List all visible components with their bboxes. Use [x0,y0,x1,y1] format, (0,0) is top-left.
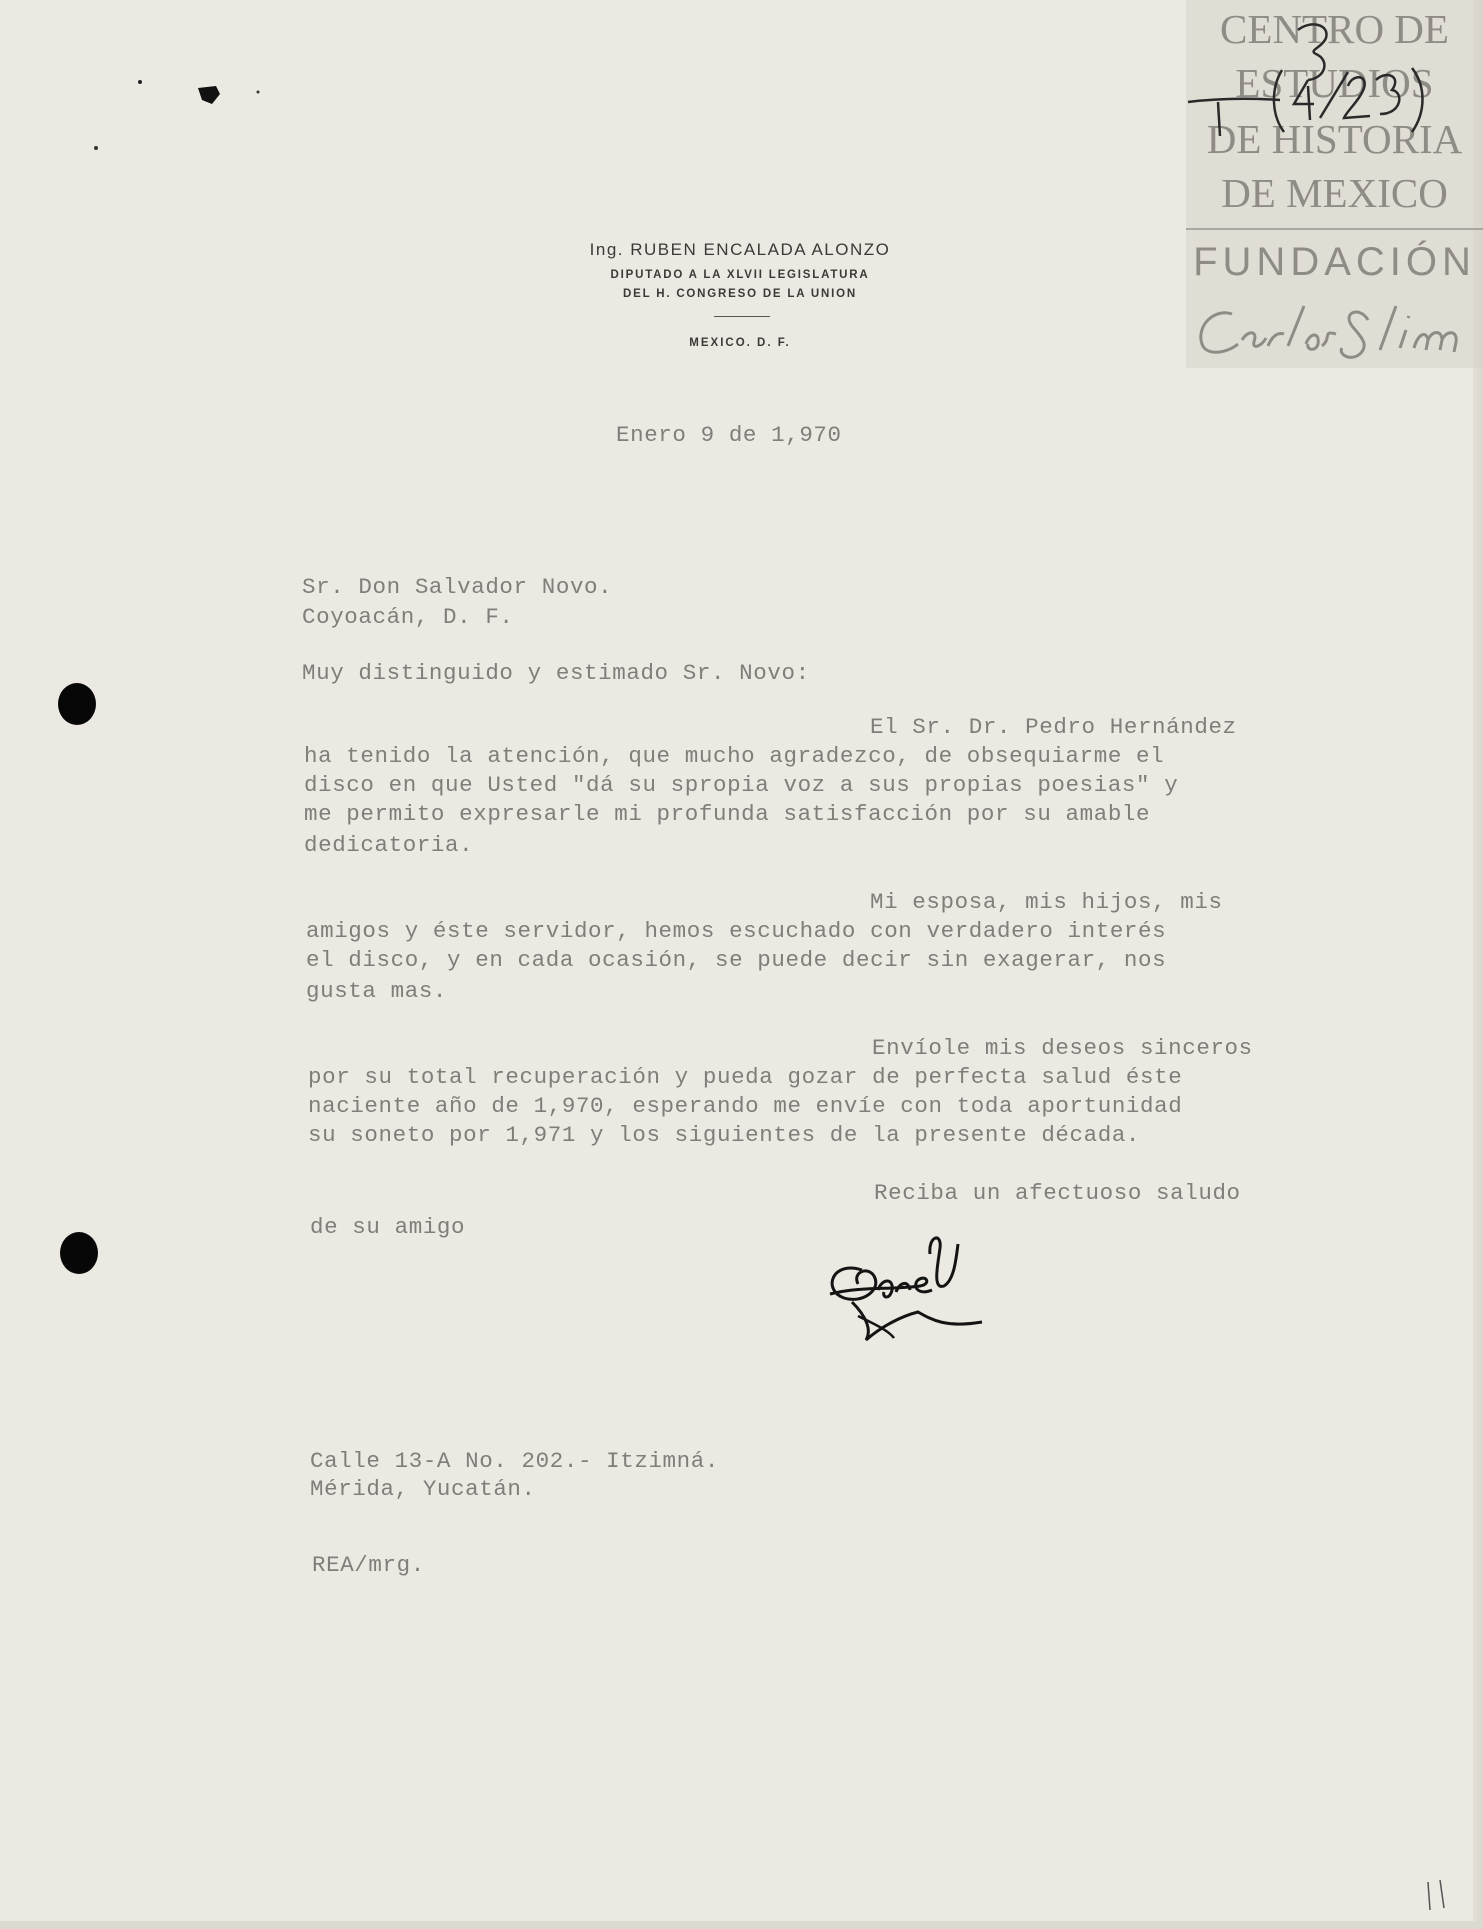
paragraph-1-line-1: El Sr. Dr. Pedro Hernández [870,714,1237,740]
handwritten-archive-number [1180,20,1460,140]
letterhead-title-line2: DEL H. CONGRESO DE LA UNION [623,288,857,300]
punch-hole-bottom [60,1232,98,1274]
salutation: Muy distinguido y estimado Sr. Novo: [302,660,810,686]
stamp-line-4: DE MEXICO [1221,170,1448,216]
letterhead-name: Ing. RUBEN ENCALADA ALONZO [589,240,891,259]
paragraph-3-line-4: su soneto por 1,971 y los siguientes de la presente década. [308,1122,1141,1148]
paragraph-3-line-3: naciente año de 1,970, esperando me envíe con toda aportunidad [308,1093,1183,1119]
paragraph-2-line-4: gusta mas. [306,978,448,1004]
letterhead-title-line1: DIPUTADO A LA XLVII LEGISLATURA [610,269,870,281]
paragraph-1-line-3: disco en que Usted "dá su spropia voz a sus propias poesias" y [304,772,1179,798]
paragraph-1-line-5: dedicatoria. [304,832,474,858]
stamp-line-3: DE HISTORIA [1206,116,1463,162]
paragraph-2-line-1: Mi esposa, mis hijos, mis [870,889,1223,915]
punch-hole-top [58,683,96,725]
stamp-foundation: FUNDACIÓN [1193,240,1476,284]
letter-date: Enero 9 de 1,970 [616,422,842,448]
paragraph-1-line-2: ha tenido la atención, que mucho agradezco, de obsequiarme el [304,743,1165,769]
handwritten-signature [822,1220,1002,1350]
stamp-line-1: CENTRO DE [1220,6,1449,52]
stamp-line-2: ESTUDIOS [1235,60,1434,106]
paragraph-3-line-2: por su total recuperación y pueda gozar de perfecta salud éste [308,1064,1183,1090]
letterhead-rule [714,316,770,317]
closing-line-2: de su amigo [310,1214,466,1240]
letterhead-city: MEXICO. D. F. [689,337,791,349]
paragraph-1-line-4: me permito expresarle mi profunda satisfacción por su amable [304,801,1151,827]
paragraph-3-line-1: Envíole mis deseos sinceros [872,1035,1253,1061]
paper-specks [90,70,270,160]
sender-address-line-1: Calle 13-A No. 202.- Itzimná. [310,1448,719,1474]
carlos-slim-signature-logo [1192,300,1482,364]
closing-line-1: Reciba un afectuoso saludo [874,1180,1241,1206]
paragraph-2-line-3: el disco, y en cada ocasión, se puede decir sin exagerar, nos [306,947,1167,973]
pencil-corner-mark [1422,1878,1452,1914]
recipient-line-2: Coyoacán, D. F. [302,604,514,630]
reference-initials: REA/mrg. [312,1552,425,1578]
recipient-line-1: Sr. Don Salvador Novo. [302,574,613,600]
sender-address-line-2: Mérida, Yucatán. [310,1476,536,1502]
stamp-divider [1186,228,1483,230]
paragraph-2-line-2: amigos y éste servidor, hemos escuchado con verdadero interés [306,918,1167,944]
page-edge-bottom [0,1921,1483,1929]
